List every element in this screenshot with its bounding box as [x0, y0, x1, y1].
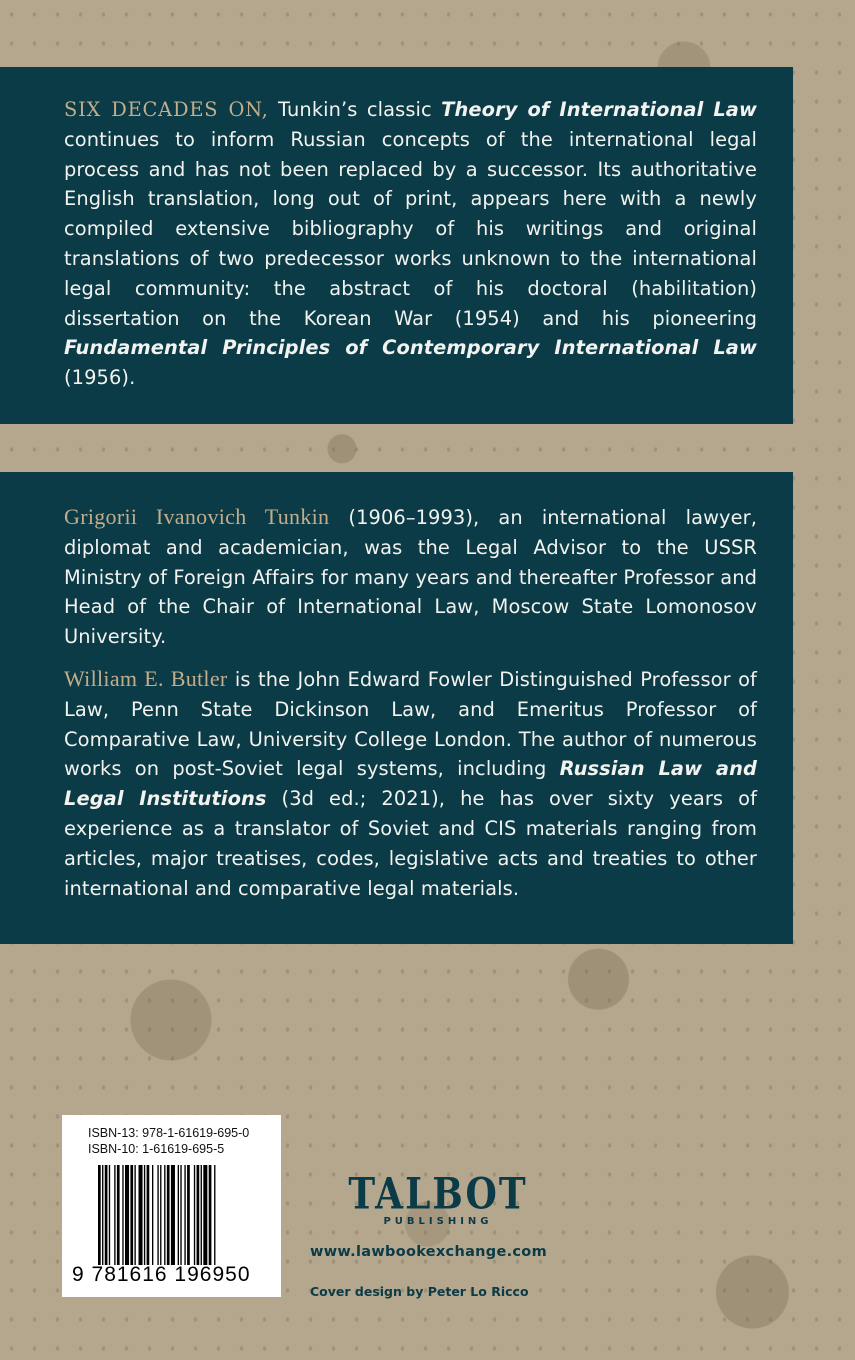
- description-text: SIX DECADES ON, Tunkin’s classic Theory of International Law continues to inform Russian concepts of the international legal process and has not been replaced by a successor. Its authoritative English translation, long out of print, appears here with a newly compiled extensive bibliography of his writings and original translations of two predecessor works unknown to the international legal community: the abstract of his doctoral (habilitation) dissertation on the Korean War (1954) and his pioneering Fundamental Principles of Contemporary International Law (1956).: [64, 98, 757, 390]
- cover-design-credit: Cover design by Peter Lo Ricco: [310, 1284, 529, 1299]
- barcode-icon: [96, 1165, 266, 1265]
- isbn-10: ISBN-10: 1-61619-695-5: [88, 1142, 225, 1156]
- book-title-theory: Theory of International Law: [441, 98, 757, 121]
- book-title-russian-law: Russian Law and Legal Institutions: [64, 757, 757, 811]
- publisher-logo: [308, 1168, 568, 1227]
- barcode-digits: 9 781616 196950: [72, 1263, 251, 1286]
- publisher-website: www.lawbookexchange.com: [310, 1244, 547, 1260]
- isbn-13: ISBN-13: 978-1-61619-695-0: [88, 1126, 250, 1140]
- bio-tunkin: Grigorii Ivanovich Tunkin (1906–1993), an international lawyer, diplomat and academician, was the Legal Advisor to the USSR Ministry of Foreign Affairs for many years and thereafter Professor and Head of the Chair of International Law, Moscow State Lomonosov University.: [64, 504, 757, 649]
- publisher-subtitle: PUBLISHING: [383, 1216, 493, 1227]
- lead-phrase: SIX DECADES ON,: [64, 98, 269, 121]
- author-name-butler: William E. Butler: [64, 665, 228, 691]
- isbn-barcode-box: [62, 1115, 281, 1297]
- author-name-tunkin: Grigorii Ivanovich Tunkin: [64, 504, 330, 529]
- publisher-name: TALBOT: [348, 1168, 528, 1220]
- bio-butler: William E. Butler is the John Edward Fowler Distinguished Professor of Law, Penn State Dickinson Law, and Emeritus Professor of Comparative Law, University College London. The author of numerous works on post-Soviet legal systems, including Russian Law and Legal Institutions (3d ed.; 2021), he has over sixty years of experience as a translator of Soviet and CIS materials ranging from articles, major treatises, codes, legislative acts and treaties to other international and comparative legal materials.: [64, 665, 757, 900]
- author-bio-panel: [0, 472, 793, 944]
- description-panel: [0, 67, 793, 424]
- book-title-fundamental-principles: Fundamental Principles of Contemporary International Law: [64, 336, 757, 360]
